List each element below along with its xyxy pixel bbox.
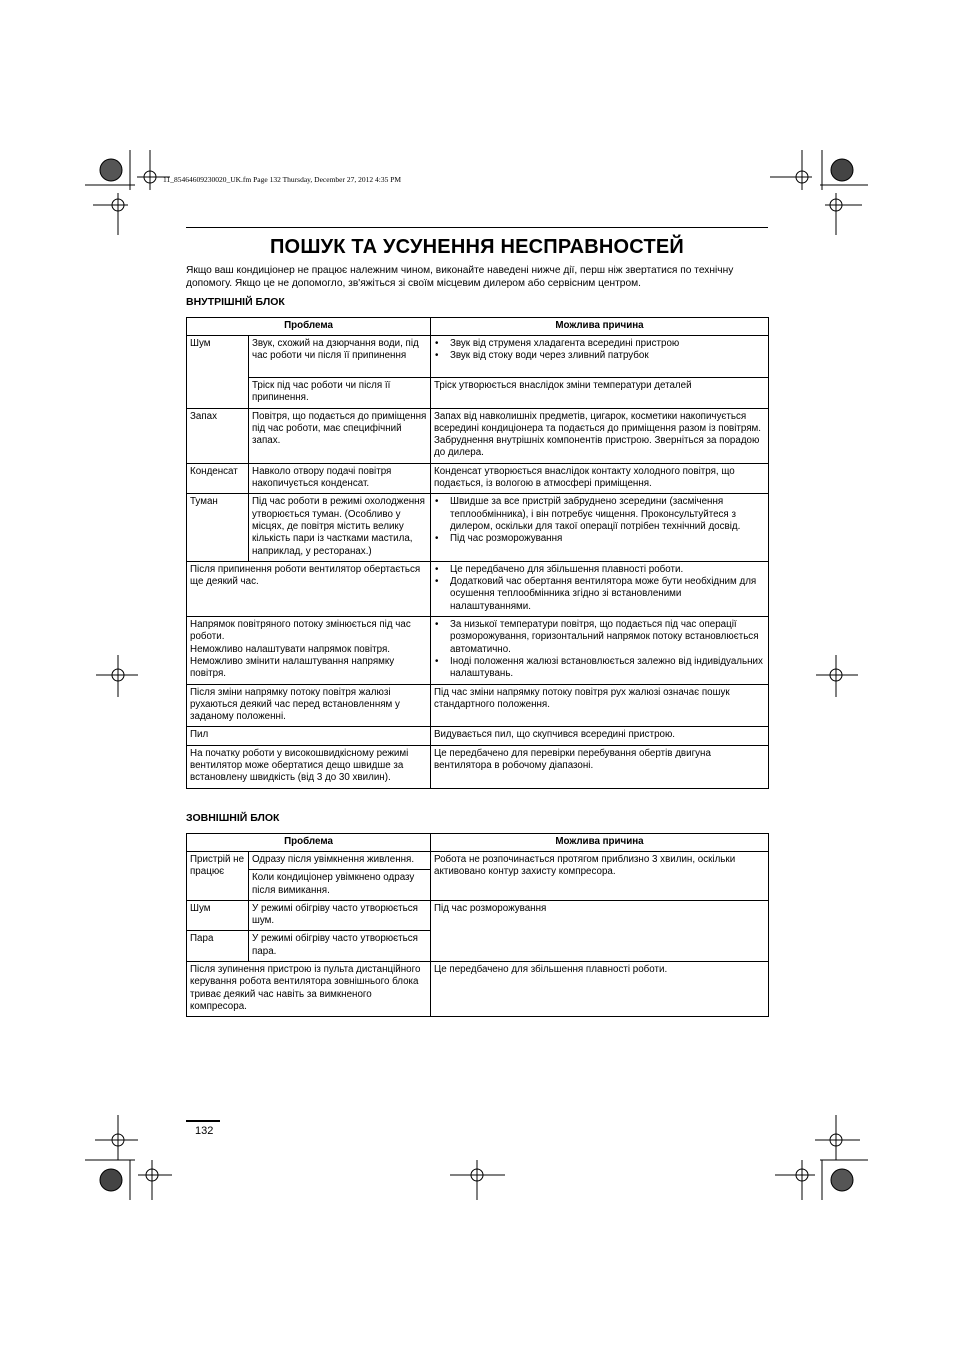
indoor-troubleshooting-table [186,317,769,789]
cause-cell: Це передбачено для збільшення плавності роботи. [431,962,769,1017]
col-problem-header: Проблема [187,834,431,852]
outdoor-unit-heading: ЗОВНІШНІЙ БЛОК [186,812,280,824]
cause-cell: Це передбачено для перевірки перебування обертів двигуна вентилятора в робочому діапазоні. [431,745,769,788]
cause-cell: Під час розморожування [431,900,769,961]
outdoor-troubleshooting-table [186,833,769,1017]
category-cell: Шум [187,336,249,409]
table-row [187,336,769,378]
table-row [187,408,769,463]
problem-cell: Одразу після увімкнення живлення. [249,852,431,870]
problem-cell [187,617,431,684]
problem-cell: Повітря, що подається до приміщення під час роботи, має специфічний запах. [249,408,431,463]
cause-cell [431,561,769,616]
category-cell: Запах [187,408,249,463]
table-header-row [187,834,769,852]
cause-cell: Тріск утворюється внаслідок зміни температури деталей [431,378,769,409]
category-cell: Туман [187,494,249,561]
cause-line: Запах від навколишніх предметів, цигарок, косметики накопичується всередині кондиціонера та подається до приміщення разом із повітрям. [434,410,762,434]
cause-line: Забруднення внутрішніх компонентів пристрою. Зверніться за порадою до дилера. [434,435,760,459]
problem-cell: Після припинення роботи вентилятор обертається ще деякий час. [187,561,431,616]
cause-bullet: • За низької температури повітря, що подається під час операції розморожування, горизонтальний напрямок потоку встановлюється автоматично. [450,619,765,656]
cause-cell: Під час зміни напрямку потоку повітря рух жалюзі означає пошук стандартного положення. [431,684,769,727]
col-cause-header: Можлива причина [431,318,769,336]
table-row [187,727,769,745]
cause-cell [431,408,769,463]
page-title: ПОШУК ТА УСУНЕННЯ НЕСПРАВНОСТЕЙ [269,236,684,258]
cause-cell: Робота не розпочинається протягом приблизно 3 хвилин, оскільки активовано контур захисту компресора. [431,852,769,901]
table-row [187,745,769,788]
top-divider [186,227,768,228]
cause-bullet: • Під час розморожування [450,533,765,545]
file-info: 11_85464609230020_UK.fm Page 132 Thursday, December 27, 2012 4:35 PM [163,175,402,184]
table-row [187,463,769,494]
problem-line: Неможливо змінити налаштування напрямку повітря. [190,655,395,680]
cause-cell: Конденсат утворюється внаслідок контакту холодного повітря, що подається, із вологою в атмосфері приміщення. [431,463,769,494]
page-number: 132 [195,1125,214,1137]
cause-bullet: • Звук від струменя хладагента всередині пристрою [450,338,765,350]
table-row [187,617,769,684]
table-row [187,852,769,870]
problem-cell: Після зміни напрямку потоку повітря жалюзі рухаються деякий час перед встановленням у заданому положенні. [187,684,431,727]
table-header-row [187,318,769,336]
cause-bullet: • Звук від стоку води через зливний патрубок [450,350,765,362]
problem-cell: У режимі обігріву часто утворюється пара. [249,931,431,962]
cause-bullet: • Додатковий час обертання вентилятора може бути необхідним для осушення теплообмінника згідно зі встановленими налаштуваннями. [450,576,765,613]
cause-cell [431,336,769,378]
category-cell: Пристрій не працює [187,852,249,901]
table-row [187,561,769,616]
indoor-unit-heading: ВНУТРІШНІЙ БЛОК [186,296,285,308]
problem-cell: Тріск під час роботи чи після її припинення. [249,378,431,409]
table-row [187,378,769,409]
table-row [187,684,769,727]
intro-paragraph: Якщо ваш кондиціонер не працює належним чином, виконайте наведені нижче дії, перш ніж звертатися по технічну допомогу. Якщо це не допомогло, зв'яжіться зі своїм місцевим дилером або сервісним центром. [186,265,734,290]
table-row [187,962,769,1017]
problem-cell: Коли кондиціонер увімкнено одразу після вимикання. [249,870,431,901]
problem-cell: Пил [187,727,431,745]
problem-cell: Навколо отвору подачі повітря накопичується конденсат. [249,463,431,494]
problem-line: Неможливо налаштувати напрямок повітря. [190,643,390,655]
col-problem-header: Проблема [187,318,431,336]
category-cell: Шум [187,900,249,931]
category-cell: Пара [187,931,249,962]
problem-line: Напрямок повітряного потоку змінюється під час роботи. [190,619,411,643]
problem-cell: У режимі обігріву часто утворюється шум. [249,900,431,931]
col-cause-header: Можлива причина [431,834,769,852]
problem-cell: Під час роботи в режимі охолодження утворюється туман. (Особливо у місцях, де повітря містить велику кількість пари із частками мастила, наприклад, у ресторанах.) [249,494,431,561]
cause-bullet: • Це передбачено для збільшення плавності роботи. [450,564,765,576]
cause-cell [431,494,769,561]
cause-bullet: • Іноді положення жалюзі встановлюється залежно від індивідуальних налаштувань. [450,656,765,681]
cause-bullet: • Швидше за все пристрій забруднено зсередини (засмічення теплообмінника), і він потребує чищення. Проконсультуйтеся з дилером, оскільки для такої операції потрібен технічний досвід. [450,496,765,533]
problem-cell: Після зупинення пристрою із пульта дистанційного керування робота вентилятора зовнішнього блока триває деякий час навіть за вимкненого компресора. [187,962,431,1017]
problem-cell: Звук, схожий на дзюрчання води, під час роботи чи після її припинення [249,336,431,378]
cause-cell: Видувається пил, що скупчився всередині пристрою. [431,727,769,745]
category-cell: Конденсат [187,463,249,494]
table-row [187,900,769,931]
table-row [187,494,769,561]
cause-cell [431,617,769,684]
problem-cell: На початку роботи у високошвидкісному режимі вентилятор може обертатися дещо швидше за встановлену швидкість (від 3 до 30 хвилин). [187,745,431,788]
footer-divider [186,1120,220,1122]
